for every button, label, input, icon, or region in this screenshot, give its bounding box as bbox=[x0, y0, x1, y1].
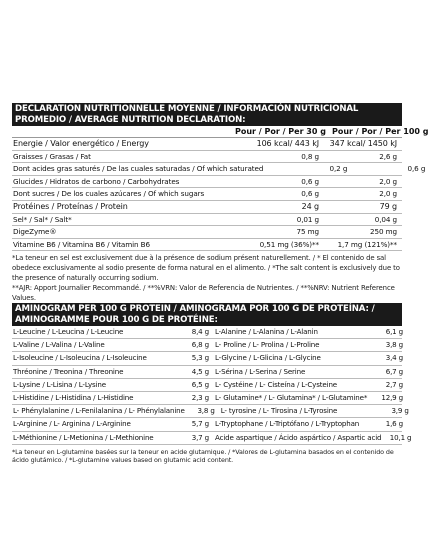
nutrition-rows bbox=[12, 138, 426, 251]
amino-acid-name: L- Proline / L- Prolina / L-Proline bbox=[215, 340, 320, 350]
amino-acid-value: 3,8 g bbox=[197, 406, 215, 416]
amino-acid-name: L-Leucine / L-Leucina / L-Leucine bbox=[13, 327, 124, 336]
amino-acid-value: 5,3 g bbox=[191, 353, 209, 363]
amino-acid-name: L-Lysine / L-Lisina / L-Lysine bbox=[13, 379, 106, 389]
nutrition-header bbox=[12, 103, 402, 126]
nutrition-row bbox=[12, 176, 402, 189]
aminogram-rows bbox=[12, 326, 412, 445]
aminogram-header bbox=[12, 303, 402, 326]
nutrition-row bbox=[12, 214, 402, 227]
amino-acid-name: L- Cystéine / L- Cisteína / L-Cysteine bbox=[215, 379, 337, 389]
nutrition-header-line2: PROMEDIO / AVERAGE NUTRITION DECLARATION: bbox=[15, 114, 246, 125]
value-per-30g: 0,2 g bbox=[329, 164, 348, 174]
aminogram-row bbox=[12, 379, 402, 392]
nutrition-row bbox=[12, 239, 402, 252]
value-per-100g: 347 kcal/ 1450 kJ bbox=[329, 139, 397, 148]
nutrient-name: Graisses / Grasas / Fat bbox=[13, 151, 91, 161]
amino-acid-value: 3,8 g bbox=[385, 340, 403, 350]
amino-acid-value: 5,7 g bbox=[191, 419, 209, 429]
nutrient-name: Vitamine B6 / Vitamina B6 / Vitamin B6 bbox=[13, 239, 150, 249]
nutrition-row bbox=[12, 138, 402, 151]
amino-acid-name: Thréonine / Treonina / Threonine bbox=[13, 366, 124, 376]
value-per-100g: 2,6 g bbox=[379, 151, 397, 161]
nutrient-name: Dont acides gras saturés / De las cuales saturadas / Of which saturated bbox=[13, 164, 264, 174]
amino-acid-value: 6,7 g bbox=[385, 366, 403, 376]
amino-acid-name: L-Histidine / L-Histidina / L-Histidine bbox=[13, 392, 134, 402]
aminogram-row bbox=[12, 326, 402, 339]
aminogram-row bbox=[12, 432, 412, 445]
amino-acid-value: 2,3 g bbox=[191, 392, 209, 402]
nutrient-name: Sel* / Sal* / Salt* bbox=[13, 214, 72, 224]
value-per-30g: 0,51 mg (36%)** bbox=[259, 239, 319, 249]
amino-acid-value: 10,1 g bbox=[389, 432, 412, 442]
value-per-100g: 79 g bbox=[379, 201, 397, 211]
value-per-100g: 2,0 g bbox=[379, 176, 397, 186]
nutrition-row bbox=[12, 188, 402, 201]
nutrition-row bbox=[12, 201, 402, 214]
nutrient-name: DigeZyme® bbox=[13, 227, 57, 237]
amino-acid-name: L-Sérina / L-Serina / Serine bbox=[215, 366, 306, 376]
amino-acid-value: 6,5 g bbox=[191, 379, 209, 389]
aminogram-row bbox=[12, 352, 402, 365]
amino-acid-value: 6,1 g bbox=[385, 327, 403, 336]
amino-acid-value: 3,7 g bbox=[191, 432, 209, 442]
value-per-30g: 0,8 g bbox=[301, 151, 319, 161]
value-per-30g: 0,6 g bbox=[301, 189, 319, 199]
value-per-100g: 2,0 g bbox=[379, 189, 397, 199]
nutrient-name: Dont sucres / De los cuales azúcares / Of which sugars bbox=[13, 189, 205, 199]
aminogram-row bbox=[12, 418, 402, 431]
nutrition-section bbox=[12, 103, 429, 303]
amino-acid-name: L- tyrosine / L- Tirosina / L-Tyrosine bbox=[220, 406, 338, 416]
amino-acid-name: L-Tryptophane / L-Triptófano / L-Tryptophan bbox=[215, 419, 360, 429]
aminogram-header-line2: AMINOGRAMME POUR 100 G DE PROTÉINE: bbox=[15, 314, 218, 325]
value-per-30g: 24 g bbox=[301, 201, 319, 211]
value-per-30g: 106 kcal/ 443 kJ bbox=[256, 139, 319, 148]
amino-acid-value: 2,7 g bbox=[385, 379, 403, 389]
column-per-30g: Pour / Por / Per 30 g bbox=[235, 127, 326, 136]
value-per-30g: 0,6 g bbox=[301, 176, 319, 186]
amino-acid-name: L-Isoleucine / L-Isoleucina / L-Isoleucine bbox=[13, 353, 147, 363]
nutrition-row bbox=[12, 151, 402, 164]
nutrition-footnote bbox=[12, 254, 402, 303]
amino-acid-name: L- Glutamine* / L- Glutamina* / L-Glutamine* bbox=[215, 392, 368, 402]
value-per-100g: 0,6 g bbox=[407, 164, 426, 174]
amino-acid-value: 8,4 g bbox=[191, 327, 209, 336]
value-per-30g: 0,01 g bbox=[296, 214, 319, 224]
nrv-footnote: **AJR: Apport Journalier Recommandé. / **%VRN: Valor de Referencia de Nutrientes. / **%NRV: Nutrient Reference Values. bbox=[12, 283, 395, 302]
nutrition-header-line1: DECLARATION NUTRITIONNELLE MOYENNE / INFORMACIÓN NUTRICIONAL bbox=[15, 104, 359, 114]
aminogram-row bbox=[12, 392, 402, 405]
aminogram-header-line1: AMINOGRAM PER 100 G PROTEIN / AMINOGRAMA POR 100 G DE PROTEÍNA: / bbox=[15, 304, 375, 314]
aminogram-row bbox=[12, 366, 402, 379]
amino-acid-name: L-Arginine / L- Arginina / L-Arginine bbox=[13, 419, 131, 429]
amino-acid-name: L-Alanine / L-Alanina / L-Alanin bbox=[215, 327, 318, 336]
amino-acid-value: 6,8 g bbox=[191, 340, 209, 350]
nutrition-column-header bbox=[12, 126, 429, 138]
aminogram-row bbox=[12, 339, 402, 352]
nutrient-name: Energie / Valor energético / Energy bbox=[13, 139, 149, 148]
amino-acid-value: 12,9 g bbox=[381, 392, 403, 402]
amino-acid-name: L- Phénylalanine / L-Fenilalanina / L- Phénylalanine bbox=[13, 406, 185, 416]
amino-acid-name: L-Méthionine / L-Metionina / L-Methionine bbox=[13, 432, 154, 442]
amino-acid-value: 4,5 g bbox=[191, 366, 209, 376]
amino-acid-name: L-Glycine / L-Glicina / L-Glycine bbox=[215, 353, 321, 363]
amino-acid-name: L-Valine / L-Valina / L-Valine bbox=[13, 340, 105, 350]
amino-acid-value: 3,4 g bbox=[385, 353, 403, 363]
value-per-100g: 1,7 mg (121%)** bbox=[337, 239, 397, 249]
column-per-100g: Pour / Por / Per 100 g bbox=[331, 127, 429, 136]
value-per-100g: 250 mg bbox=[370, 227, 397, 237]
nutrition-row bbox=[12, 226, 402, 239]
aminogram-footnote: *La teneur en L-glutamine basées sur la teneur en acide glutamique. / *Valores de L-glutamina basados en el contenido de ácido glutámico. / *L-glutamine values based on glutamic acid content. bbox=[12, 447, 394, 465]
salt-footnote: *La teneur en sel est exclusivement due à la présence de sodium présent naturellement. / * El contenido de sal obedece exclusivamente al sodio presente de forma natural en el alimento. / *The salt content is exclusively due to the presence of naturally occurring sodium. bbox=[12, 254, 400, 282]
value-per-100g: 0,04 g bbox=[374, 214, 397, 224]
amino-acid-name: Acide aspartique / Ácido aspártico / Aspartic acid bbox=[215, 432, 382, 442]
amino-acid-value: 3,9 g bbox=[391, 406, 409, 416]
aminogram-section bbox=[12, 303, 412, 465]
aminogram-row bbox=[12, 405, 409, 418]
value-per-30g: 75 mg bbox=[296, 227, 319, 237]
nutrition-row bbox=[12, 163, 426, 176]
amino-acid-value: 1,6 g bbox=[385, 419, 403, 429]
nutrient-name: Protéines / Proteínas / Protein bbox=[13, 201, 128, 211]
nutrient-name: Glucides / Hidratos de carbono / Carbohydrates bbox=[13, 176, 180, 186]
